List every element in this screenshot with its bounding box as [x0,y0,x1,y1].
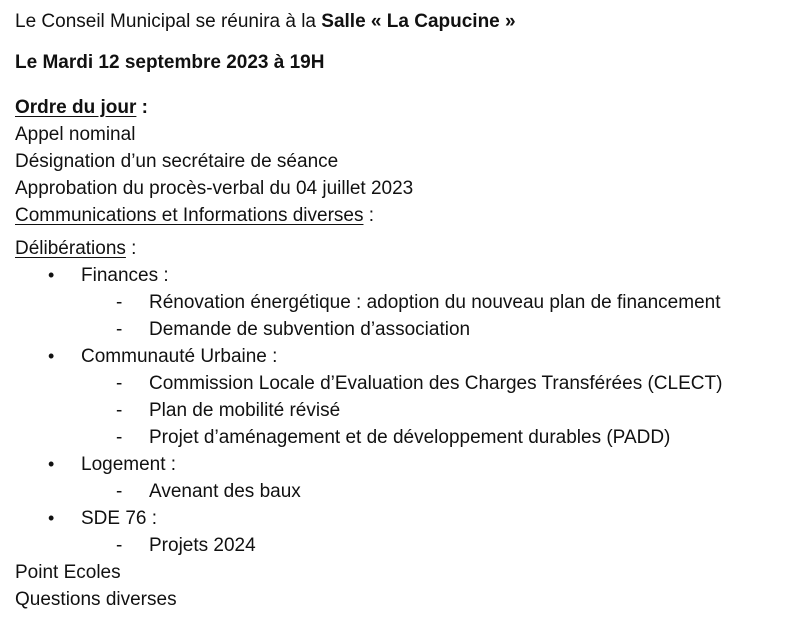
agenda-item: Désignation d’un secrétaire de séance [15,151,339,172]
intro-text: Le Conseil Municipal se réunira à la [15,11,322,32]
section-subitem [15,370,795,397]
subitem-text: Projets 2024 [149,535,256,556]
venue-name: Salle « La Capucine » [321,11,516,32]
document-page [15,8,795,613]
dash-icon: - [116,481,123,502]
subitem-text: Plan de mobilité révisé [149,400,341,421]
agenda-heading: Ordre du jour [15,97,137,118]
communications-line [15,202,795,229]
bullet-icon: • [48,508,55,528]
agenda-heading-line [15,94,795,121]
section-title: Logement : [81,454,177,475]
intro-line [15,8,795,35]
subitem-text: Commission Locale d’Evaluation des Charges Transférées (CLECT) [149,373,723,394]
subitem-text: Projet d’aménagement et de développement durables (PADD) [149,427,671,448]
deliberations-colon: : [125,238,137,259]
section-finances [15,262,795,289]
meeting-date: Le Mardi 12 septembre 2023 à 19H [15,52,325,73]
section-subitem [15,478,795,505]
subitem-text: Demande de subvention d’association [149,319,471,340]
agenda-item: Approbation du procès-verbal du 04 juillet 2023 [15,178,414,199]
dash-icon: - [116,427,123,448]
dash-icon: - [116,535,123,556]
section-title: SDE 76 : [81,508,158,529]
deliberations-label: Délibérations [15,238,126,259]
closing-item: Point Ecoles [15,562,121,583]
section-subitem [15,289,795,316]
communications-label: Communications et Informations diverses [15,205,364,226]
section-title: Communauté Urbaine : [81,346,278,367]
deliberations-line [15,235,795,262]
closing-item: Questions diverses [15,589,177,610]
bullet-icon: • [48,265,55,285]
section-subitem [15,316,795,343]
bullet-icon: • [48,346,55,366]
bullet-icon: • [48,454,55,474]
subitem-text: Avenant des baux [149,481,301,502]
section-logement [15,451,795,478]
section-subitem [15,424,795,451]
dash-icon: - [116,373,123,394]
section-title: Finances : [81,265,169,286]
section-sde-76 [15,505,795,532]
communications-colon: : [363,205,375,226]
subitem-text: Rénovation énergétique : adoption du nouveau plan de financement [149,292,721,313]
section-subitem [15,532,795,559]
dash-icon: - [116,319,123,340]
agenda-heading-colon: : [136,97,149,118]
dash-icon: - [116,292,123,313]
section-subitem [15,397,795,424]
dash-icon: - [116,400,123,421]
agenda-item: Appel nominal [15,124,136,145]
section-communaute-urbaine [15,343,795,370]
